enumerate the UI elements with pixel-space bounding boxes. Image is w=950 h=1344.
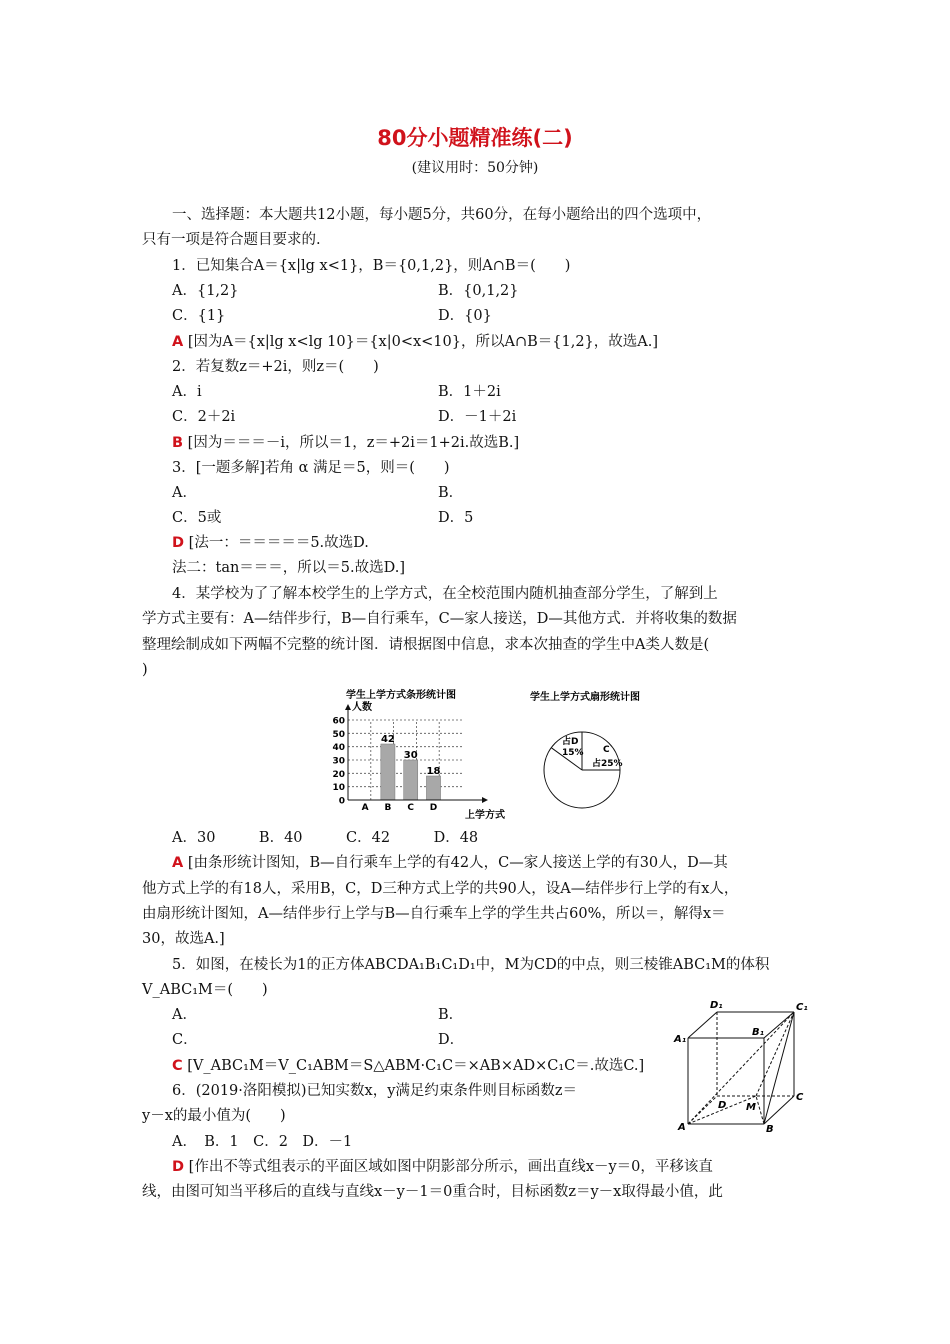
q5-answer: C xyxy=(172,1058,183,1074)
vertex-a1-label: A₁ xyxy=(674,1034,687,1045)
pie-slice-c-percent: 占25% xyxy=(592,759,623,769)
bar-ytick-label: 50 xyxy=(332,729,345,740)
cube-figure xyxy=(672,998,818,1140)
q1-option-c: C．{1} xyxy=(172,308,226,324)
edge-a-c1 xyxy=(688,1012,794,1124)
section-intro-line-1: 一、选择题：本大题共12小题，每小题5分，共60分，在每小题给出的四个选项中， xyxy=(172,207,712,223)
q3-solution-1: [法一：＝＝＝＝＝5.故选D. xyxy=(188,535,369,551)
vertex-b1-label: B₁ xyxy=(752,1027,765,1038)
bar-chart-xticks xyxy=(362,803,438,813)
vertex-d1-label: D₁ xyxy=(710,1000,723,1011)
bar-c xyxy=(404,760,418,800)
bar-d xyxy=(426,776,440,800)
edge-b1-c1 xyxy=(764,1012,794,1038)
q2-answer: B xyxy=(172,435,184,451)
page-subtitle: (建议用时：50分钟) xyxy=(411,160,539,176)
q6-options: A． B．1 C．2 D．－1 xyxy=(172,1134,353,1150)
q1-solution-line xyxy=(172,332,658,352)
bar-ytick-label: 30 xyxy=(332,756,345,767)
q4-solution-line-1 xyxy=(172,853,728,873)
q4-answer: A xyxy=(172,855,184,871)
bar-value-label-b: 42 xyxy=(380,734,395,745)
bar-ytick-label: 40 xyxy=(332,743,345,754)
bar-ytick-label: 10 xyxy=(332,783,345,794)
q5-option-b: B． xyxy=(438,1007,464,1023)
q4-solution-2: 他方式上学的有18人，采用B，C，D三种方式上学的共90人，设A—结伴步行上学的有x人， xyxy=(142,881,739,897)
q2-option-c: C．2＋2i xyxy=(172,409,236,425)
q1-solution: [因为A＝{x|lg x<lg 10}＝{x|0<x<10}，所以A∩B＝{1,2}，故选A.] xyxy=(187,334,659,350)
q3-option-a: A． xyxy=(172,485,197,501)
bar-xtick-a: A xyxy=(361,803,369,813)
bar-xtick-c: C xyxy=(407,803,415,813)
q2-stem: 2．若复数z＝+2i，则z＝( ) xyxy=(172,359,379,375)
q1-answer: A xyxy=(172,334,184,350)
q4-stem-line-1: 4．某学校为了了解本校学生的上学方式，在全校范围内随机抽查部分学生，了解到上 xyxy=(172,586,718,602)
vertex-a-label: A xyxy=(678,1122,686,1133)
q3-answer: D xyxy=(172,535,185,551)
q3-option-b: B． xyxy=(438,485,464,501)
vertex-m-label: M xyxy=(746,1102,756,1113)
q2-solution: [因为＝＝＝－i，所以＝1，z＝+2i＝1+2i.故选B.] xyxy=(187,435,520,451)
q3-solution-2: 法二：tan＝＝＝，所以＝5.故选D.] xyxy=(172,560,406,576)
vertex-d-label: D xyxy=(718,1100,727,1111)
q2-option-d: D．－1＋2i xyxy=(438,409,517,425)
q5-option-a: A． xyxy=(172,1007,197,1023)
edge-b-m xyxy=(756,1096,764,1124)
edge-a1-d1 xyxy=(688,1012,717,1038)
page-title: 80分小题精准练(二) xyxy=(377,126,573,150)
bar-chart-y-arrow xyxy=(345,704,351,710)
q6-solution-2: 线，由图可知当平移后的直线与直线x－y－1＝0重合时，目标函数z＝y－x取得最小值，此 xyxy=(142,1184,723,1200)
pie-slice-c-label: C xyxy=(603,745,610,755)
q5-solution: [V_ABC₁M＝V_C₁ABM＝S△ABM·C₁C＝×AB×AD×C₁C＝.故选C.] xyxy=(187,1058,645,1074)
bar-xtick-b: B xyxy=(384,803,392,813)
bar-value-label-d: 18 xyxy=(426,766,441,777)
q4-solution-4: 30，故选A.] xyxy=(142,931,225,947)
q6-solution-line-1 xyxy=(172,1157,713,1177)
section-intro-line-2: 只有一项是符合题目要求的. xyxy=(142,232,321,248)
q6-stem-line-2: y－x的最小值为( ) xyxy=(142,1108,286,1124)
vertex-b-label: B xyxy=(766,1124,774,1135)
q5-option-d: D． xyxy=(438,1032,465,1048)
q4-solution-3: 由扇形统计图知，A—结伴步行上学与B—自行乘车上学的学生共占60%，所以＝，解得x＝ xyxy=(142,906,726,922)
bar-chart-yticks xyxy=(332,717,345,807)
pie-chart-title: 学生上学方式扇形统计图 xyxy=(530,692,640,703)
edge-b-c xyxy=(764,1096,794,1124)
q5-solution-line xyxy=(172,1056,644,1076)
bar-chart-xlabel: 上学方式 xyxy=(465,810,505,821)
bar-xtick-d: D xyxy=(429,803,438,813)
q1-option-a: A．{1,2} xyxy=(172,283,239,299)
q6-answer: D xyxy=(172,1159,185,1175)
q4-stem-line-4: ) xyxy=(142,662,148,678)
vertex-c-label: C xyxy=(796,1092,804,1103)
q3-stem: 3．[一题多解]若角 α 满足＝5，则＝( ) xyxy=(172,460,450,476)
pie-slice-d-label: 占D xyxy=(562,737,579,747)
vertex-c1-label: C₁ xyxy=(796,1002,808,1013)
q6-solution-1: [作出不等式组表示的平面区域如图中阴影部分所示，画出直线x－y＝0，平移该直 xyxy=(188,1159,713,1175)
q3-option-d: D．5 xyxy=(438,510,474,526)
bar-chart xyxy=(322,682,512,822)
bar-ytick-label: 0 xyxy=(338,796,345,807)
q2-option-b: B．1＋2i xyxy=(438,384,501,400)
q4-stem-line-3: 整理绘制成如下两幅不完整的统计图．请根据图中信息，求本次抽查的学生中A类人数是( xyxy=(142,637,710,653)
q4-solution-1: [由条形统计图知，B—自行乘车上学的有42人，C—家人接送上学的有30人，D—其 xyxy=(187,855,728,871)
bar-value-label-c: 30 xyxy=(403,750,418,761)
bar-chart-ylabel: 人数 xyxy=(352,702,372,713)
q2-option-a: A．i xyxy=(172,384,202,400)
q5-stem-line-2: V_ABC₁M＝( ) xyxy=(142,982,268,998)
q1-option-d: D．{0} xyxy=(438,308,492,324)
bar-chart-x-arrow xyxy=(482,797,488,803)
q3-solution-line-1 xyxy=(172,533,369,553)
q4-stem-line-2: 学方式主要有：A—结伴步行，B—自行乘车，C—家人接送，D—其他方式．并将收集的数据 xyxy=(142,611,737,627)
q4-options: A．30 B．40 C．42 D．48 xyxy=(172,830,479,846)
q5-stem-line-1: 5．如图，在棱长为1的正方体ABCDA₁B₁C₁D₁中，M为CD的中点，则三棱锥ABC₁M的体积 xyxy=(172,957,770,973)
q6-stem-line-1: 6．(2019·洛阳模拟)已知实数x，y满足约束条件则目标函数z＝ xyxy=(172,1083,578,1099)
q1-option-b: B．{0,1,2} xyxy=(438,283,519,299)
pie-chart xyxy=(528,686,668,821)
q3-option-c: C．5或 xyxy=(172,510,222,526)
bar-chart-title: 学生上学方式条形统计图 xyxy=(346,690,456,701)
q2-solution-line xyxy=(172,433,519,453)
pie-slice-d-percent: 15% xyxy=(562,748,584,758)
bar-ytick-label: 20 xyxy=(332,769,345,780)
q5-option-c: C． xyxy=(172,1032,198,1048)
bar-b xyxy=(381,744,395,800)
bar-ytick-label: 60 xyxy=(332,716,345,727)
q1-stem: 1．已知集合A＝{x|lg x<1}，B＝{0,1,2}，则A∩B＝( ) xyxy=(172,258,571,274)
